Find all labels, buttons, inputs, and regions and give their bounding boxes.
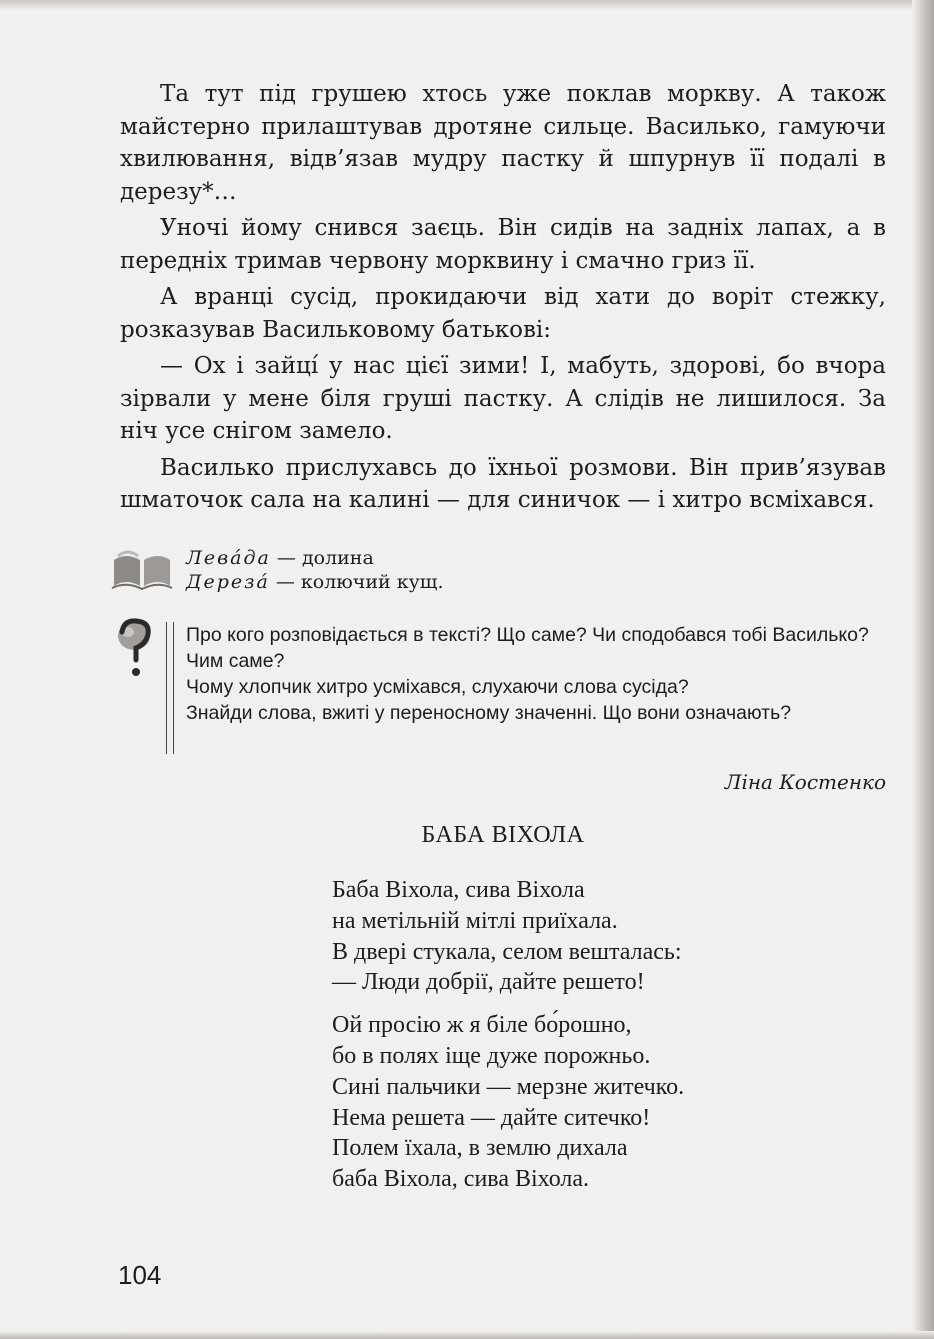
open-book-icon [108, 550, 176, 594]
glossary-entry [186, 570, 786, 594]
poem [332, 875, 872, 1207]
question: Чому хлопчик хитро усміхався, слухаючи слова сусіда? [186, 676, 689, 698]
poem-line: баба Віхола, сива Віхола. [332, 1166, 590, 1193]
question: Про кого розповідається в тексті? Що саме? Чи сподобався тобі Василько? Чим саме? [186, 624, 869, 672]
poem-line: Нема решета — дайте ситечко! [332, 1104, 651, 1131]
glossary-entry [186, 546, 786, 570]
question-head-icon [114, 618, 158, 680]
poem-line: на метільній мітлі приїхала. [332, 907, 618, 934]
poem-title: БАБА ВІХОЛА [421, 822, 585, 848]
questions-divider [166, 622, 174, 754]
stanza [332, 875, 872, 998]
paragraph: Василько прислухавсь до їхньої розмови. Він прив’язував шматочок сала на калині — для синичок — і хитро всміхався. [120, 454, 886, 513]
poem-line: бо в полях іще дуже порожньо. [332, 1042, 651, 1069]
paragraph: А вранці сусід, прокидаючи від хати до воріт стежку, розказував Васильковому батькові: [120, 284, 886, 343]
paragraph: Уночі йому снився заєць. Він сидів на задніх лапах, а в передніх тримав червону морквину і смачно гриз її. [120, 215, 886, 274]
questions-block [186, 622, 888, 726]
glossary [186, 546, 786, 594]
poem-line: В двері стукала, селом вешталась: [332, 938, 682, 965]
glossary-term: Лева́да [186, 547, 271, 569]
poem-author: Ліна Костенко [724, 770, 886, 794]
page-binding-edge [912, 0, 934, 1339]
page-top-edge [0, 0, 934, 10]
glossary-definition: — долина [270, 547, 374, 569]
poem-line: Баба Віхола, сива Віхола [332, 877, 585, 903]
question: Знайди слова, вжиті у переносному значенні. Що вони означають? [186, 702, 792, 724]
story-text [120, 78, 886, 521]
stanza [332, 1010, 872, 1195]
poem-line: Полем їхала, в землю дихала [332, 1135, 628, 1162]
page-number: 104 [118, 1260, 162, 1290]
poem-line: Сині пальчики — мерзне житечко. [332, 1073, 685, 1100]
poem-line: — Люди добрії, дайте решето! [332, 969, 645, 996]
poem-line: Ой просію ж я біле бо́рошно, [332, 1012, 632, 1039]
page-bottom-edge [0, 1331, 934, 1339]
glossary-definition: — колючий кущ. [269, 571, 444, 593]
paragraph: — Ох і зайці́ у нас цієї зими! І, мабуть, здорові, бо вчора зірвали у мене біля груші пастку. А слідів не лишилося. За ніч усе снігом замело. [120, 353, 886, 444]
paragraph: Та тут під грушею хтось уже поклав моркву. А також майстерно прилаштував дротяне сильце. Василько, гамуючи хвилювання, відв’язав мудру пастку й шпурнув її подалі в дерезу*… [120, 81, 886, 205]
glossary-term: Дереза́ [186, 571, 270, 593]
